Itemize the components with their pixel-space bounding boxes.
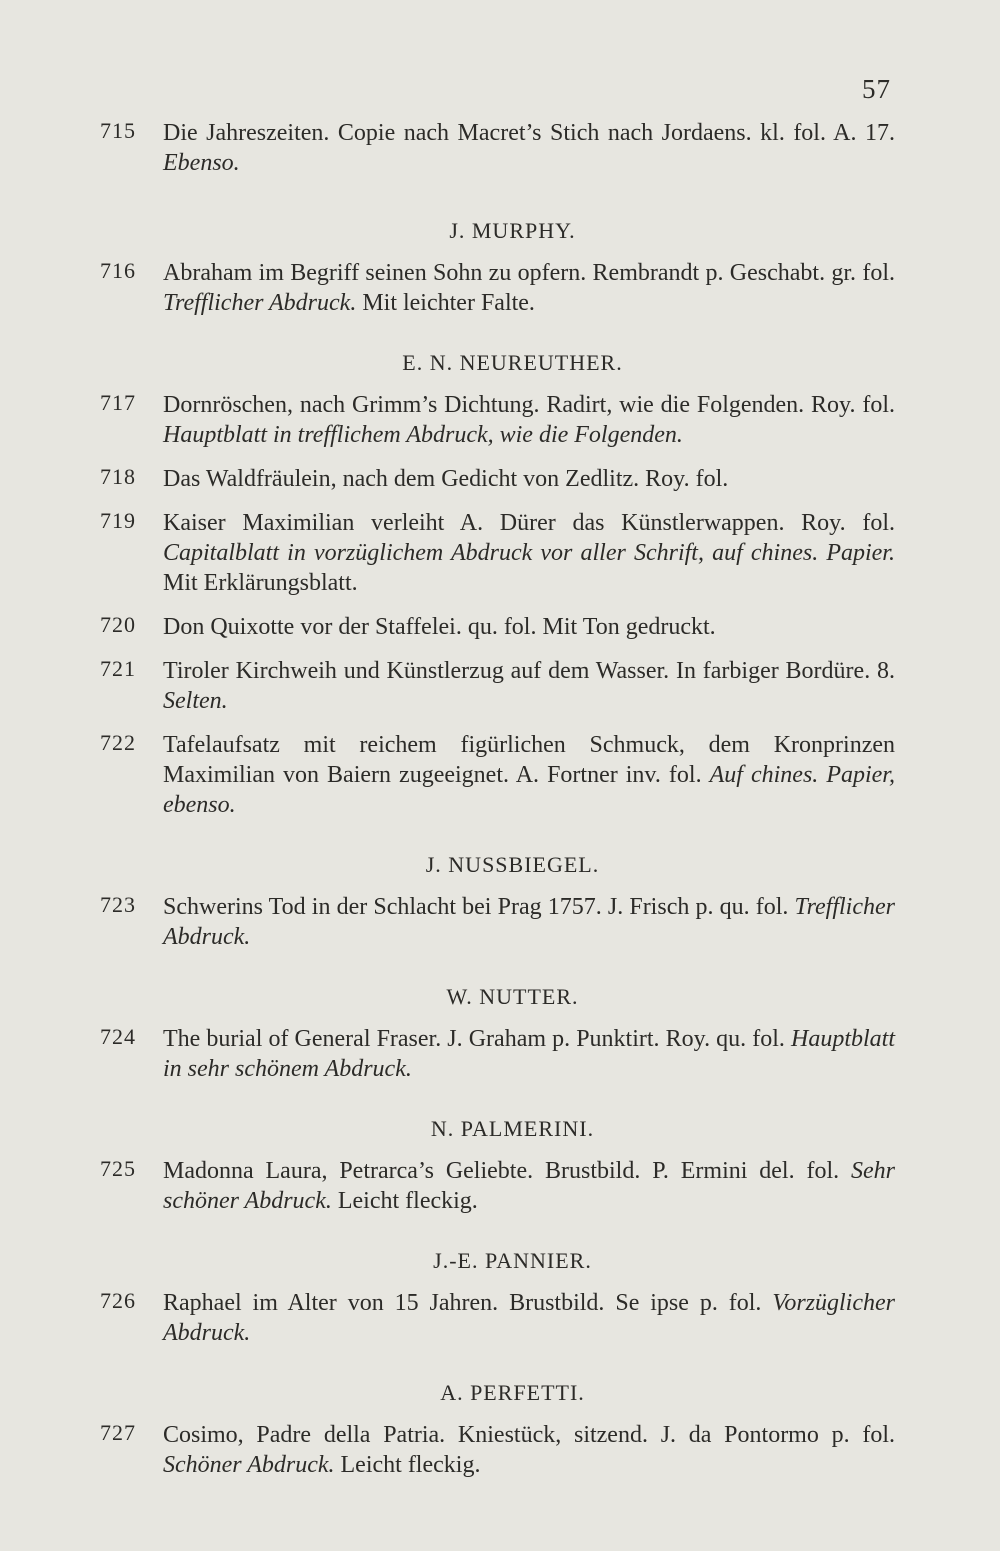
- entry-text: Kaiser Maximilian verleiht A. Dürer das Künstlerwappen. Roy. fol.: [163, 510, 895, 536]
- entry-note-italic: Trefflicher Abdruck.: [163, 290, 357, 316]
- catalogue-entry: [100, 730, 895, 820]
- entry-description: [163, 390, 895, 450]
- entry-description: [163, 612, 895, 642]
- entry-description: [163, 1420, 895, 1480]
- catalogue-entry: [100, 612, 895, 642]
- catalogue-entry: [100, 464, 895, 494]
- entry-text: Mit leichter Falte.: [356, 290, 535, 316]
- catalogue-page-content: [100, 118, 895, 1494]
- entry-number: 719: [100, 508, 136, 533]
- entry-note-italic: Auf chines. Papier, ebenso.: [163, 762, 895, 818]
- entry-note-italic: Capitalblatt in vorzüglichem Abdruck vor aller Schrift, auf chines. Papier.: [163, 540, 895, 566]
- entry-number: 716: [100, 258, 136, 283]
- entry-number: 725: [100, 1156, 136, 1181]
- catalogue-entry: [100, 1420, 895, 1480]
- entry-number: 720: [100, 612, 136, 637]
- catalogue-entry: [100, 1288, 895, 1348]
- artist-heading: N. PALMERINI.: [430, 1116, 595, 1141]
- entry-note-italic: Schöner Abdruck.: [163, 1452, 335, 1478]
- catalogue-entry: [100, 508, 895, 598]
- entry-description: [163, 464, 895, 494]
- entry-note-italic: Hauptblatt in sehr schönem Abdruck.: [163, 1026, 895, 1082]
- entry-number: 726: [100, 1288, 136, 1313]
- entry-text: Madonna Laura, Petrarca’s Geliebte. Brustbild. P. Ermini del. fol.: [163, 1158, 851, 1184]
- entry-description: [163, 118, 895, 178]
- entry-note-italic: Hauptblatt in trefflichem Abdruck, wie die Folgenden.: [163, 422, 683, 448]
- artist-heading: W. NUTTER.: [446, 984, 579, 1009]
- entry-number: 718: [100, 464, 136, 489]
- entry-number: 717: [100, 390, 136, 415]
- entry-number: 727: [100, 1420, 136, 1445]
- entry-description: [163, 892, 895, 952]
- entry-description: [163, 1024, 895, 1084]
- entry-text: Cosimo, Padre della Patria. Kniestück, sitzend. J. da Pontormo p. fol.: [163, 1422, 895, 1448]
- entry-text: Abraham im Begriff seinen Sohn zu opfern. Rembrandt p. Geschabt. gr. fol.: [163, 260, 895, 286]
- entry-text: Mit Erklärungsblatt.: [163, 570, 358, 596]
- artist-heading: A. PERFETTI.: [440, 1380, 585, 1405]
- artist-heading: J. MURPHY.: [449, 218, 576, 243]
- entry-text: Raphael im Alter von 15 Jahren. Brustbild. Se ipse p. fol.: [163, 1290, 773, 1316]
- entry-description: [163, 730, 895, 820]
- entry-note-italic: Trefflicher Abdruck.: [163, 894, 895, 950]
- catalogue-entry: [100, 1156, 895, 1216]
- catalogue-entry: [100, 1024, 895, 1084]
- entry-text: Schwerins Tod in der Schlacht bei Prag 1757. J. Frisch p. qu. fol.: [163, 894, 795, 920]
- entry-description: [163, 258, 895, 318]
- entry-text: Dornröschen, nach Grimm’s Dichtung. Radirt, wie die Folgenden. Roy. fol.: [163, 392, 895, 418]
- entry-number: 724: [100, 1024, 136, 1049]
- entry-note-italic: Selten.: [163, 688, 228, 714]
- catalogue-entry: [100, 258, 895, 318]
- artist-heading: J. NUSSBIEGEL.: [425, 852, 600, 877]
- entry-description: [163, 1156, 895, 1216]
- entry-number: 722: [100, 730, 136, 755]
- artist-heading: J.-E. PANNIER.: [433, 1248, 592, 1273]
- entry-text: Tafelaufsatz mit reichem figürlichen Schmuck, dem Kronprinzen Maximilian von Baiern zugeeignet. A. Fortner inv. fol.: [163, 732, 895, 788]
- catalogue-entry: [100, 118, 895, 178]
- entry-number: 723: [100, 892, 136, 917]
- entry-description: [163, 1288, 895, 1348]
- entry-note-italic: Vorzüglicher Abdruck.: [163, 1290, 895, 1346]
- entry-text: The burial of General Fraser. J. Graham p. Punktirt. Roy. qu. fol.: [163, 1026, 791, 1052]
- entry-text: Das Waldfräulein, nach dem Gedicht von Zedlitz. Roy. fol.: [163, 466, 729, 492]
- entry-text: Leicht fleckig.: [334, 1452, 481, 1478]
- catalogue-entry: [100, 656, 895, 716]
- entry-number: 715: [100, 118, 136, 143]
- entry-text: Don Quixotte vor der Staffelei. qu. fol. Mit Ton gedruckt.: [163, 614, 716, 640]
- page-number: 57: [862, 74, 891, 104]
- catalogue-entry: [100, 892, 895, 952]
- artist-heading: E. N. NEUREUTHER.: [402, 350, 623, 375]
- entry-note-italic: Sehr schöner Abdruck.: [163, 1158, 895, 1214]
- entry-description: [163, 508, 895, 598]
- entry-text: Die Jahreszeiten. Copie nach Macret’s Stich nach Jordaens. kl. fol. A. 17.: [163, 120, 895, 146]
- entry-note-italic: Ebenso.: [163, 150, 240, 176]
- entry-text: Leicht fleckig.: [331, 1188, 478, 1214]
- catalogue-entry: [100, 390, 895, 450]
- entry-number: 721: [100, 656, 136, 681]
- entry-text: Tiroler Kirchweih und Künstlerzug auf dem Wasser. In farbiger Bordüre. 8.: [163, 658, 895, 684]
- entry-description: [163, 656, 895, 716]
